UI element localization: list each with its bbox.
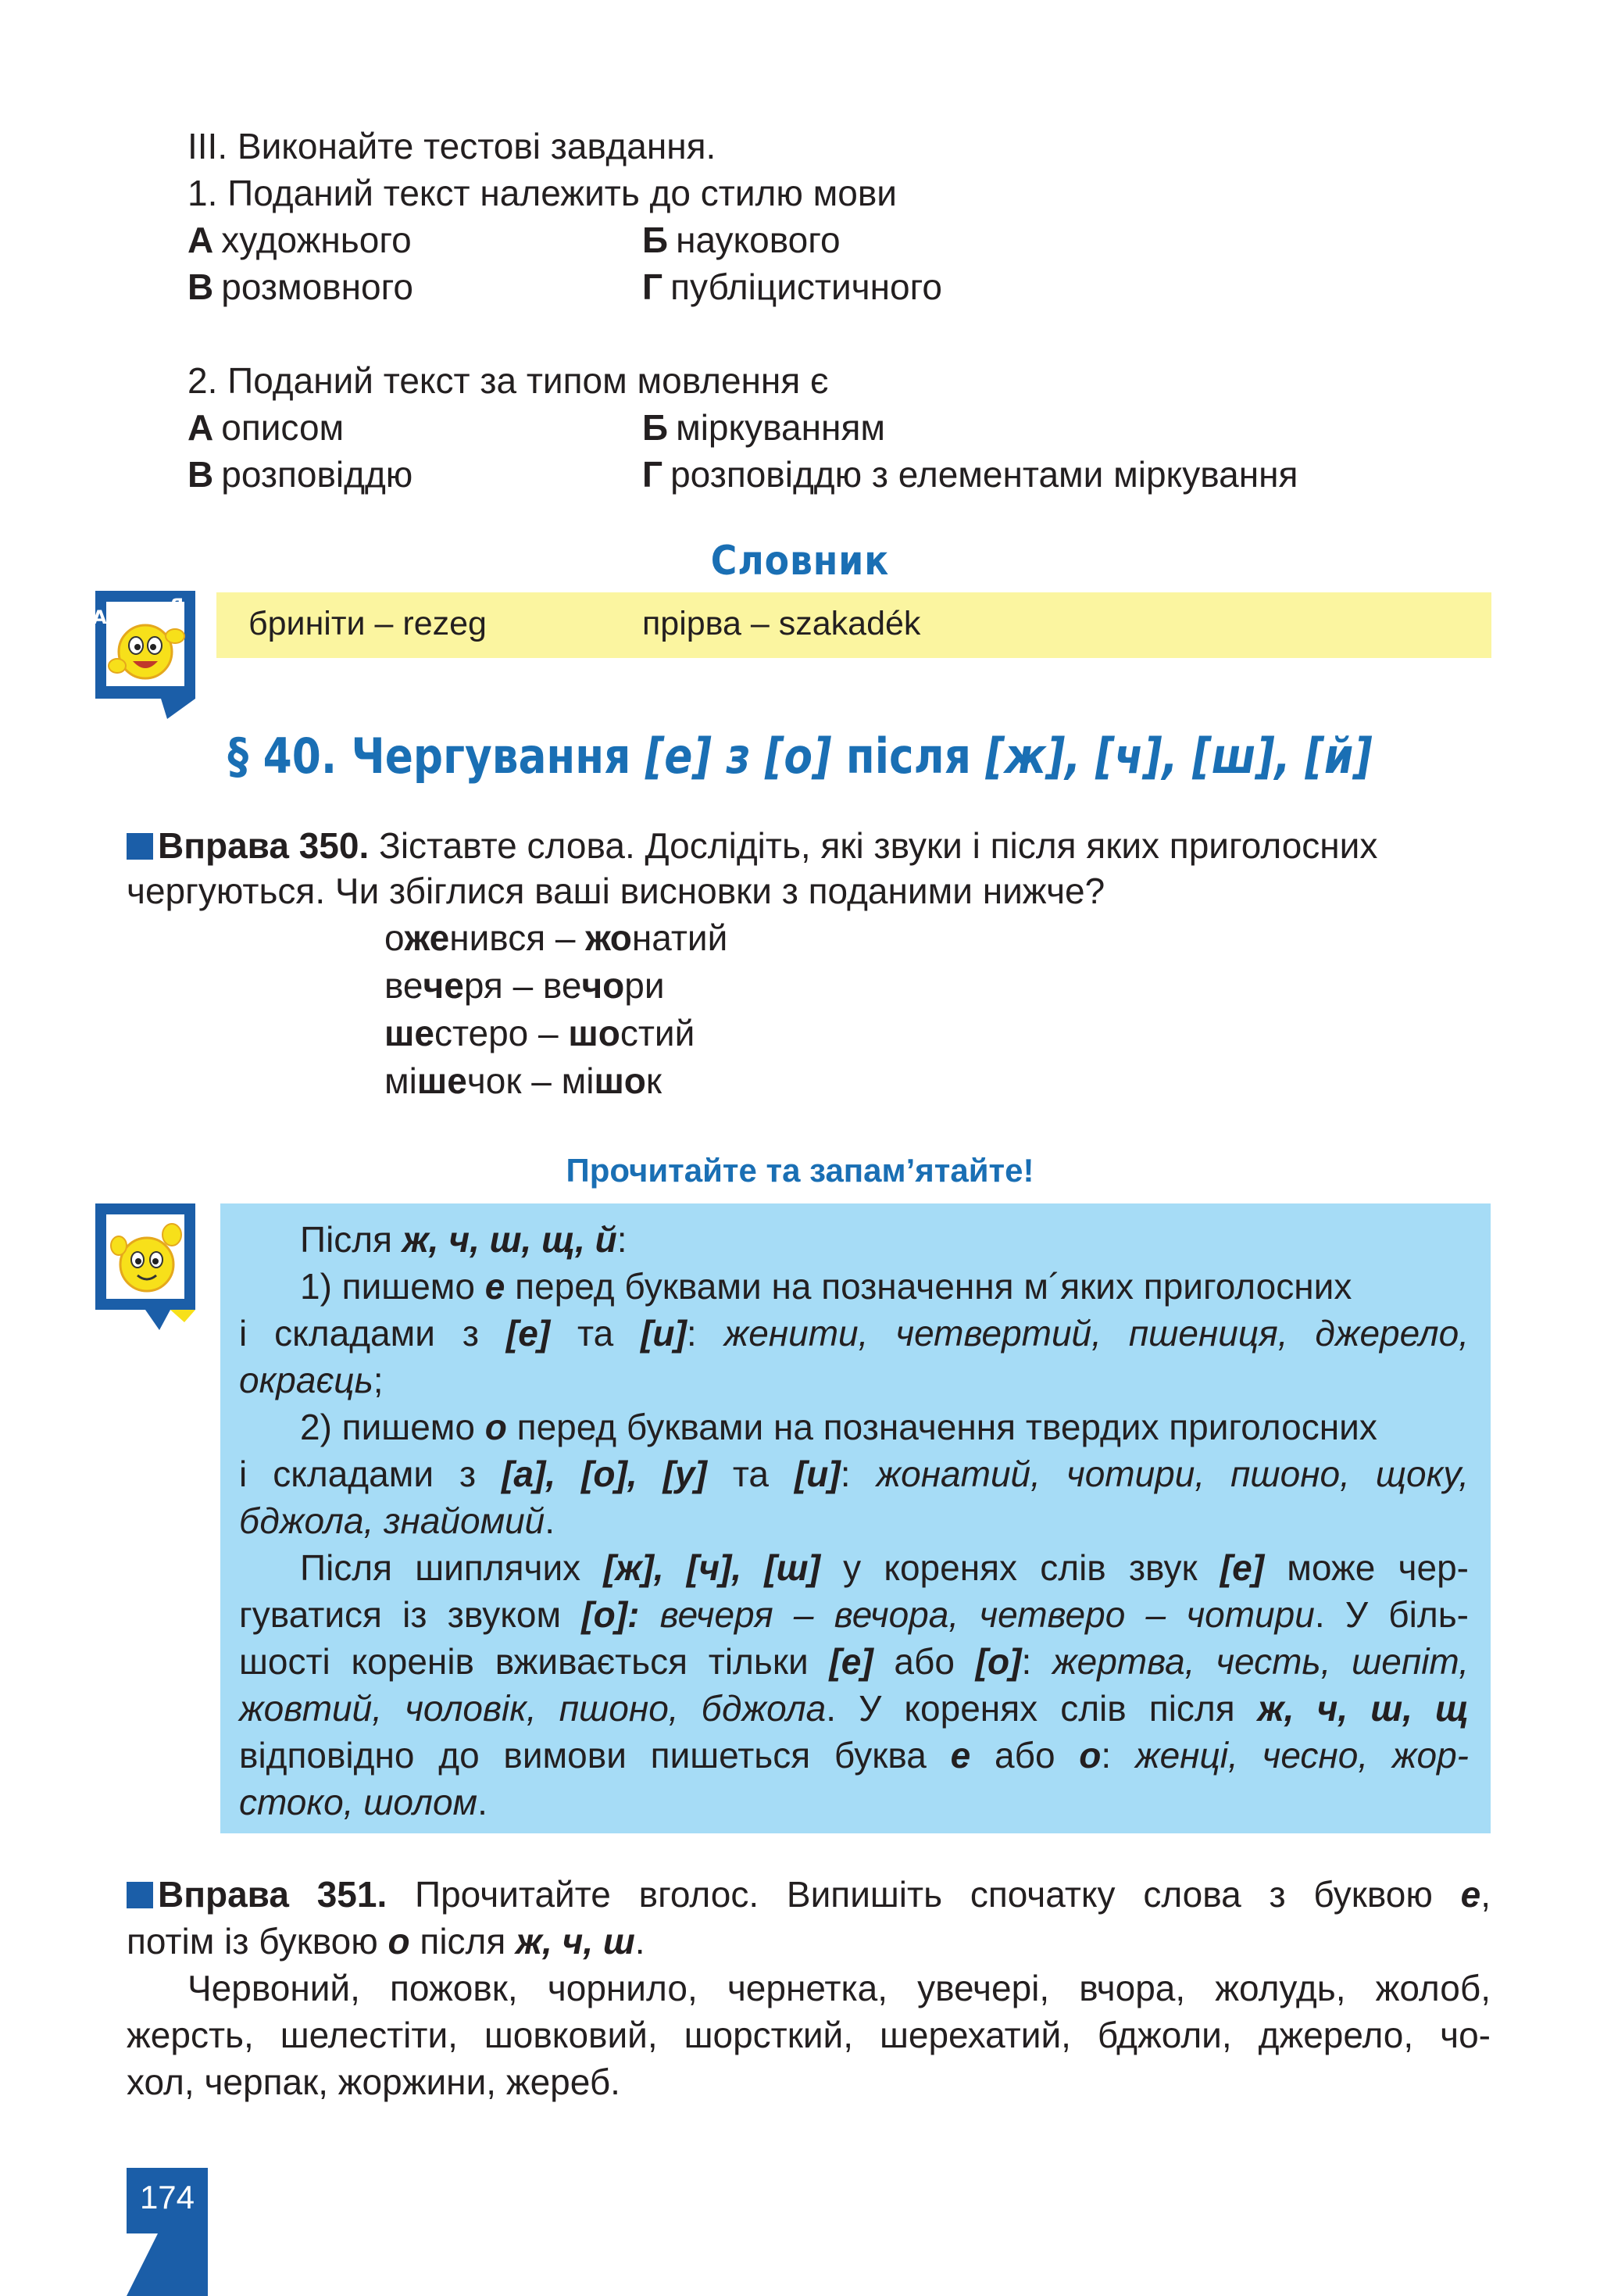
word-pair: мішечок – мішок: [384, 1060, 662, 1101]
q2-option-a: А описом: [188, 407, 345, 448]
q1-option-d: Г публіцистичного: [642, 266, 942, 307]
q1-option-c: В розмовного: [188, 266, 413, 307]
dictionary-title: Словник: [710, 538, 890, 585]
rule-line-9: гуватися із звуком [о]: вечеря – вечора, четверо – чотири. У біль-: [239, 1594, 1469, 1635]
q1-question: 1. Поданий текст належить до стилю мови: [188, 173, 898, 213]
rule-line-7: бджола, знайомий.: [239, 1500, 555, 1541]
rule-mascot-icon: [92, 1200, 202, 1335]
exercise-marker-icon: [127, 833, 153, 860]
exercise-marker-icon: [127, 1882, 153, 1908]
section-title: § 40. Чергування [е] з [о] після [ж], [ч], [ш], [й]: [227, 728, 1373, 785]
page-corner-icon: [127, 2233, 208, 2296]
q2-question: 2. Поданий текст за типом мовлення є: [188, 360, 829, 401]
exercise-350-line-2: чергуються. Чи збіглися ваші висновки з поданими нижче?: [127, 871, 1105, 911]
dictionary-entry: прірва – szakadék: [642, 605, 921, 642]
rule-line-10: шості коренів вживається тільки [е] або [о]: жертва, честь, шепіт,: [239, 1641, 1470, 1682]
rule-title: Прочитайте та запам’ятайте!: [566, 1152, 1034, 1189]
dictionary-mascot-icon: [86, 585, 203, 724]
q2-option-b: Б міркуванням: [642, 407, 885, 448]
exercise-350-line-1: Вправа 350. Зіставте слова. Дослідіть, які звуки і після яких приголосних: [127, 822, 1377, 869]
mascot-letter-a: А: [92, 606, 107, 628]
q1-option-a: А художнього: [188, 220, 412, 260]
rule-line-11: жовтий, чоловік, пшоно, бджола. У коренях слів після ж, ч, ш, щ: [239, 1688, 1469, 1729]
exercise-351-text-line-2: жерсть, шелестіти, шовковий, шорсткий, шерехатий, бджоли, джерело, чо-: [127, 2015, 1491, 2055]
rule-line-5: 2) пишемо о перед буквами на позначення твердих приголосних: [300, 1407, 1377, 1447]
word-pair: вечеря – вечори: [384, 965, 665, 1006]
rule-line-4: окраєць;: [239, 1360, 384, 1400]
exercise-351-line-2: потім із буквою о після ж, ч, ш.: [127, 1921, 645, 1962]
q2-option-d: Г розповіддю з елементами міркування: [642, 454, 1298, 495]
q2-option-c: В розповіддю: [188, 454, 413, 495]
exercise-351-text-line-3: хол, черпак, жоржини, жереб.: [127, 2062, 620, 2102]
dictionary-entry: бриніти – rezeg: [248, 605, 487, 642]
rule-line-2: 1) пишемо е перед буквами на позначення м´яких приголосних: [300, 1266, 1352, 1307]
mascot-letter-ya: Я: [170, 596, 184, 616]
rule-line-3: і складами з [е] та [и]: женити, четвертий, пшениця, джерело,: [239, 1313, 1469, 1354]
rule-line-1: Після ж, ч, ш, щ, й:: [300, 1219, 627, 1260]
rule-line-12: відповідно до вимови пишеться буква е або о: женці, чесно, жор-: [239, 1735, 1470, 1776]
q1-option-b: Б наукового: [642, 220, 841, 260]
exercise-351-text-line-1: Червоний, пожовк, чорнило, чернетка, увечері, вчора, жолудь, жолоб,: [188, 1968, 1491, 2008]
rule-line-13: стоко, шолом.: [239, 1782, 488, 1822]
page-number: 174: [139, 2179, 195, 2216]
exercise-351-line-1: Вправа 351. Прочитайте вголос. Випишіть спочатку слова з буквою е,: [127, 1871, 1491, 1918]
word-pair: шестеро – шостий: [384, 1013, 695, 1053]
tests-heading: ІІІ. Виконайте тестові завдання.: [188, 126, 716, 166]
rule-line-8: Після шиплячих [ж], [ч], [ш] у коренях слів звук [е] може чер-: [300, 1547, 1469, 1588]
word-pair: оженився – жонатий: [384, 917, 728, 958]
rule-line-6: і складами з [а], [о], [у] та [и]: жонатий, чотири, пшоно, щоку,: [239, 1454, 1470, 1494]
